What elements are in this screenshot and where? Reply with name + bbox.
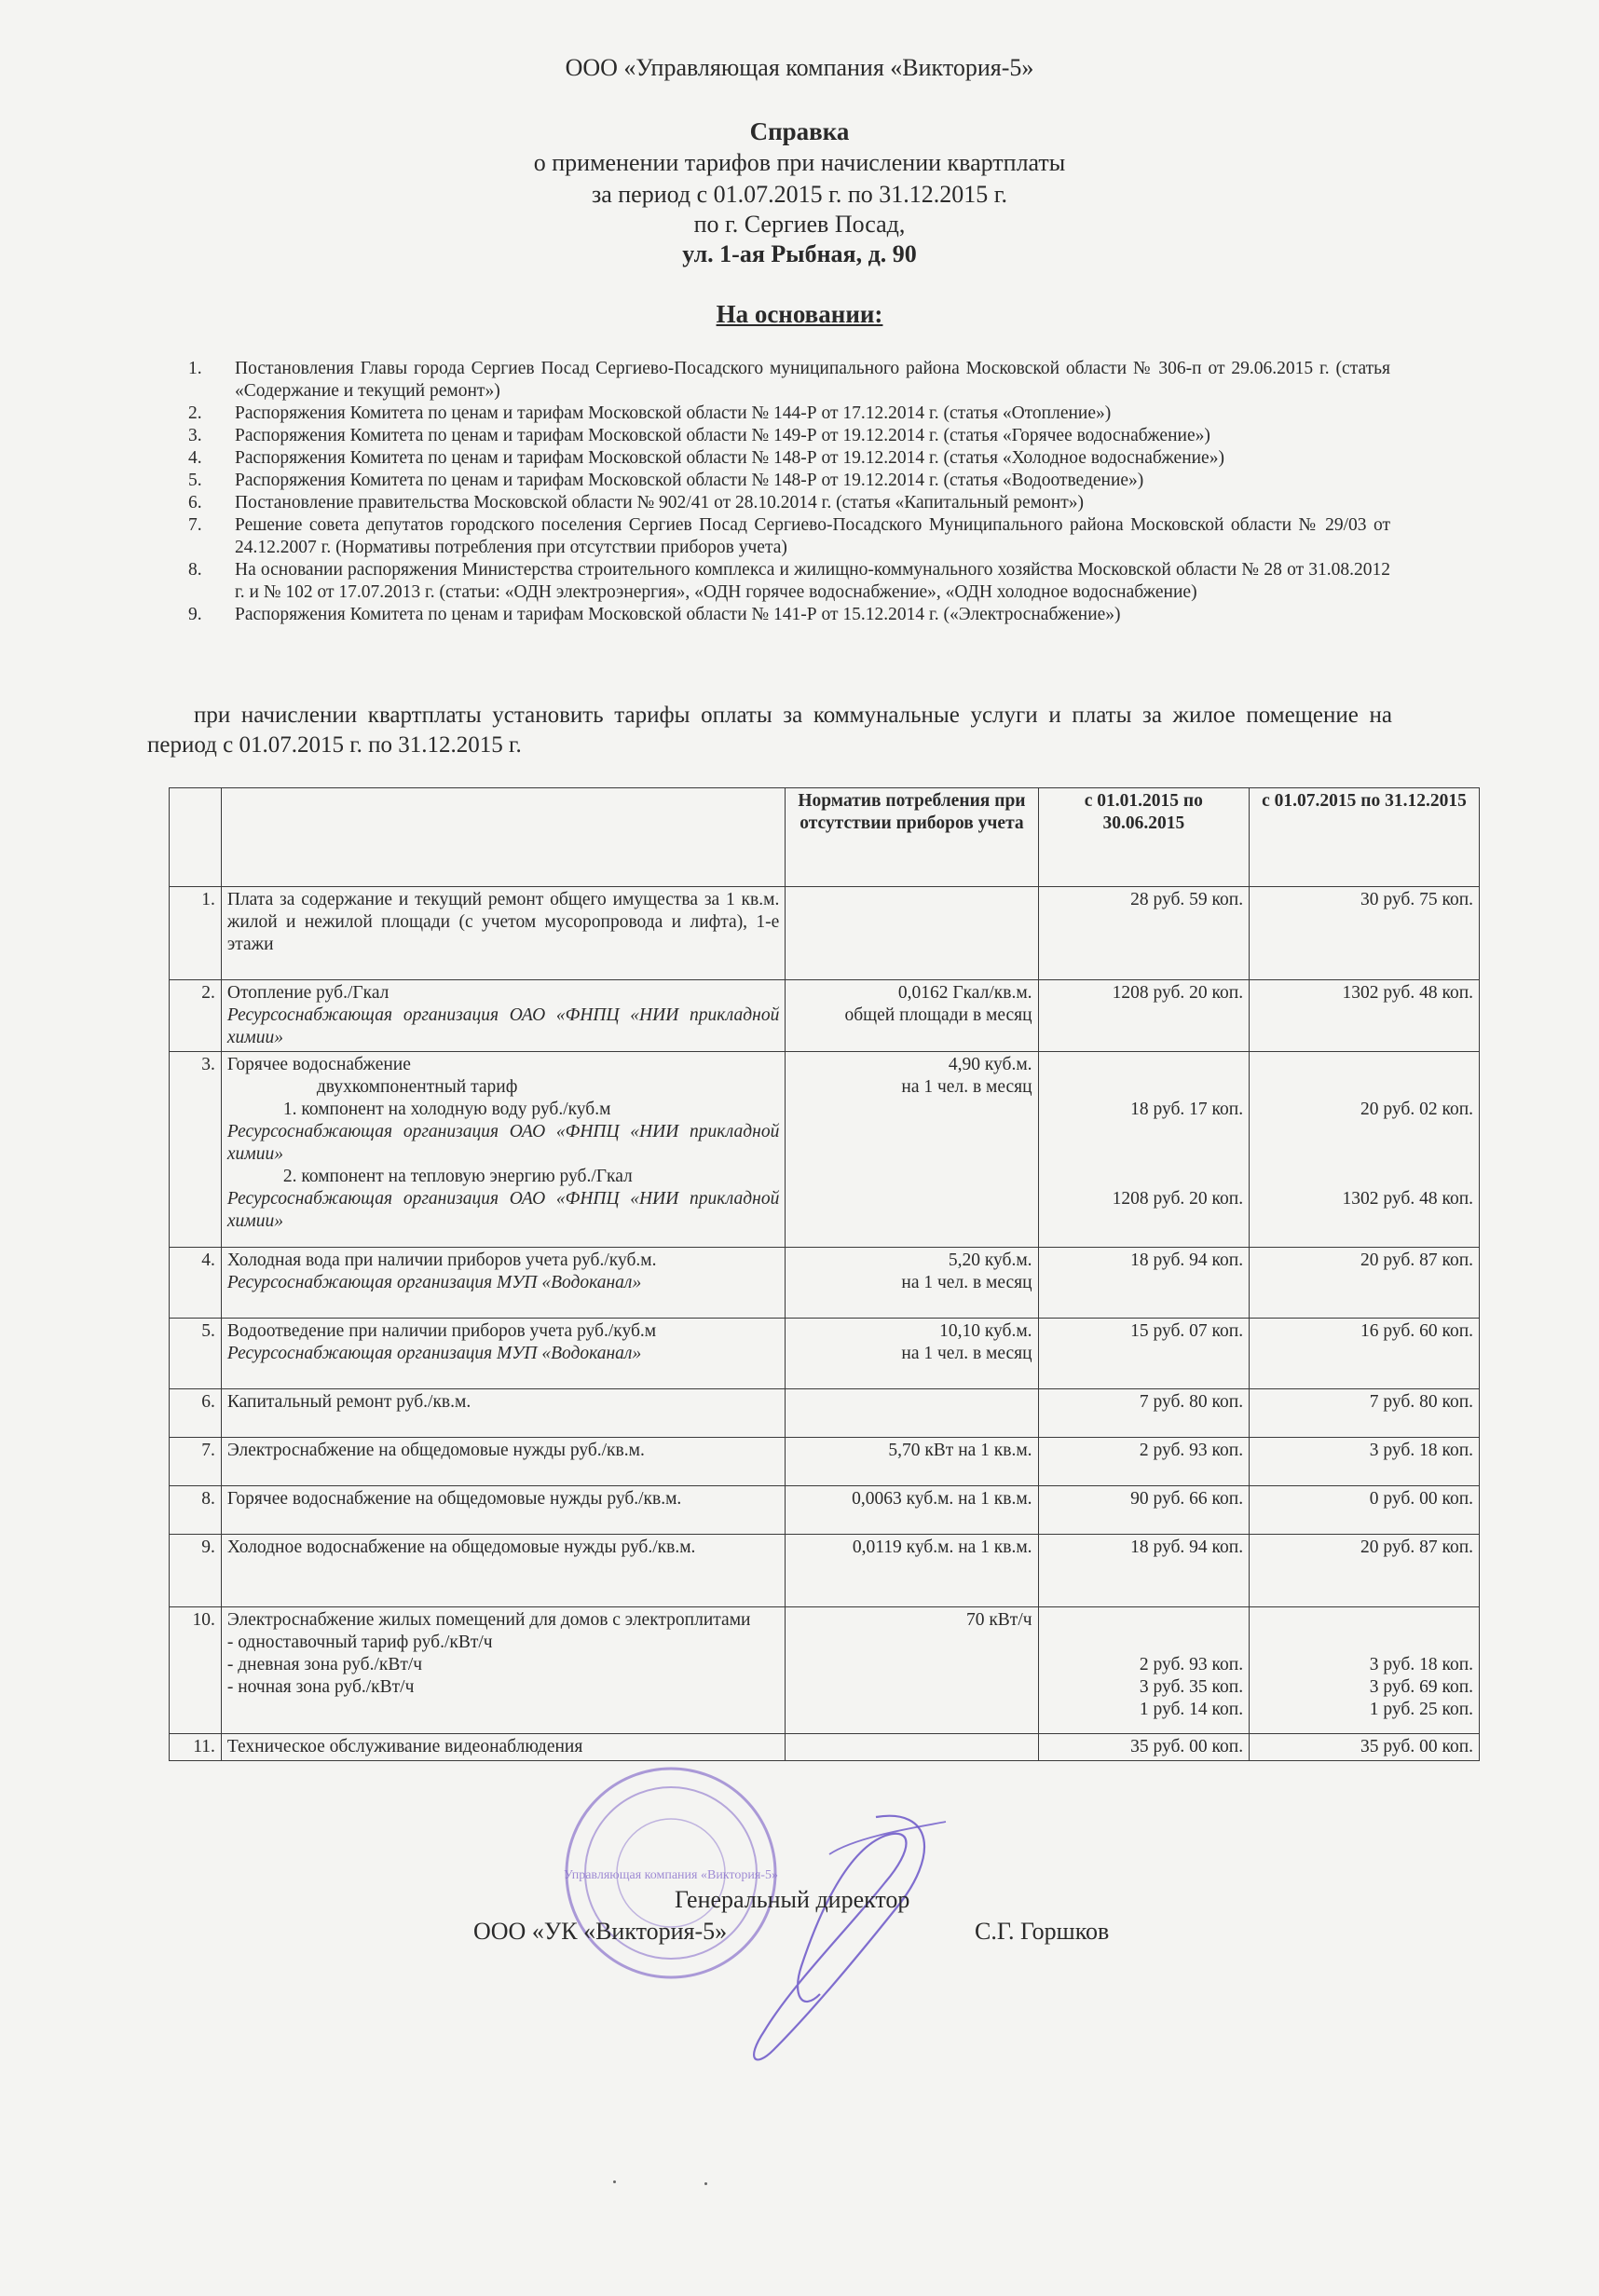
document-title: Справка	[749, 117, 850, 145]
signer-organization: ООО «УК «Виктория-5»	[473, 1918, 728, 1945]
row-norm-cell	[786, 980, 1038, 1052]
row-norm: 0,0162 Гкал/кв.м.	[897, 983, 1032, 1003]
row-period2: 3 руб. 18 коп.	[1369, 1655, 1473, 1674]
row-norm: 10,10 куб.м.	[939, 1321, 1032, 1341]
basis-num: 5.	[188, 471, 202, 490]
handwritten-signature	[736, 1798, 950, 2078]
row-norm-unit: общей площади в месяц	[844, 1005, 1032, 1025]
row-period2: 20 руб. 02 коп.	[1360, 1100, 1473, 1119]
header-period2-cell: с 01.07.2015 по 31.12.2015	[1250, 788, 1480, 887]
row-name-cell	[221, 980, 785, 1052]
basis-num: 8.	[188, 560, 202, 580]
row-name: Отопление руб./Гкал	[226, 983, 390, 1003]
signer-name: С.Г. Горшков	[975, 1918, 1110, 1945]
row-norm: 0,0063 куб.м. на 1 кв.м.	[786, 1486, 1038, 1535]
basis-item	[183, 492, 1390, 514]
row-supplier: Ресурсоснабжающая организация ОАО «ФНПЦ «НИИ прикладной химии»	[226, 1189, 780, 1231]
row-norm: 0,0119 куб.м. на 1 кв.м.	[786, 1535, 1038, 1607]
row-period1-cell	[1038, 1052, 1250, 1248]
row-period2: 3 руб. 18 коп.	[1250, 1438, 1480, 1486]
row-period1: 2 руб. 93 коп.	[1038, 1438, 1250, 1486]
basis-list	[183, 358, 1390, 626]
row-period2: 1302 руб. 48 коп.	[1342, 1189, 1473, 1209]
row-subtitle: двухкомпонентный тариф	[316, 1077, 518, 1097]
table-row	[170, 1734, 1480, 1761]
row-name: Капитальный ремонт руб./кв.м.	[221, 1389, 785, 1438]
basis-heading: На основании:	[716, 300, 883, 328]
row-num: 10.	[170, 1607, 222, 1734]
row-period1: 1208 руб. 20 коп.	[1038, 980, 1250, 1052]
basis-item	[183, 470, 1390, 492]
row-num: 1.	[170, 887, 222, 980]
row-num: 2.	[170, 980, 222, 1052]
row-name: Водоотведение при наличии приборов учета руб./куб.м	[226, 1321, 657, 1341]
row-name: Техническое обслуживание видеонаблюдения	[221, 1734, 785, 1761]
basis-num: 7.	[188, 515, 202, 535]
basis-num: 9.	[188, 605, 202, 624]
row-period1: 7 руб. 80 коп.	[1038, 1389, 1250, 1438]
row-period2: 20 руб. 87 коп.	[1250, 1535, 1480, 1607]
row-period2: 1302 руб. 48 коп.	[1250, 980, 1480, 1052]
row-name: Электроснабжение на общедомовые нужды руб./кв.м.	[221, 1438, 785, 1486]
row-period1: 1208 руб. 20 коп.	[1112, 1189, 1244, 1209]
basis-item	[183, 559, 1390, 604]
basis-text: Постановления Главы города Сергиев Посад Сергиево-Посадского муниципального района Московской области № 306-п от 29.06.2015 г. (статья «Содержание и текущий ремонт»)	[235, 359, 1390, 401]
table-row	[170, 1438, 1480, 1486]
table-row	[170, 1486, 1480, 1535]
table-row	[170, 1052, 1480, 1248]
row-supplier: Ресурсоснабжающая организация МУП «Водоканал»	[226, 1344, 642, 1363]
row-supplier: Ресурсоснабжающая организация ОАО «ФНПЦ «НИИ прикладной химии»	[226, 1122, 780, 1164]
header-name-cell	[221, 788, 785, 887]
basis-text: Решение совета депутатов городского поселения Сергиев Посад Сергиево-Посадского Муниципального района Московской области № 29/03 от 24.12.2007 г. (Нормативы потребления при отсутствии приборов учета)	[235, 515, 1390, 557]
row-norm	[786, 1734, 1038, 1761]
document-subtitle: о применении тарифов при начислении квартплаты	[533, 149, 1066, 176]
basis-num: 4.	[188, 448, 202, 468]
row-num: 5.	[170, 1319, 222, 1389]
basis-text: Постановление правительства Московской области № 902/41 от 28.10.2014 г. (статья «Капитальный ремонт»)	[235, 493, 1085, 512]
row-name-cell	[221, 1319, 785, 1389]
row-period1: 15 руб. 07 коп.	[1038, 1319, 1250, 1389]
row-norm: 5,70 кВт на 1 кв.м.	[786, 1438, 1038, 1486]
row-name: Электроснабжение жилых помещений для домов с электроплитами	[226, 1610, 751, 1630]
basis-item	[183, 425, 1390, 447]
row-period1: 90 руб. 66 коп.	[1038, 1486, 1250, 1535]
intro-paragraph: при начислении квартплаты установить тарифы оплаты за коммунальные услуги и платы за жилое помещение на период с 01.07.2015 г. по 31.12.2015 г.	[147, 703, 1392, 758]
row-tariff-line: - дневная зона руб./кВт/ч	[226, 1655, 423, 1674]
row-num: 11.	[170, 1734, 222, 1761]
row-period2: 0 руб. 00 коп.	[1250, 1486, 1480, 1535]
row-num: 3.	[170, 1052, 222, 1248]
row-norm-unit: на 1 чел. в месяц	[901, 1273, 1032, 1292]
signer-position: Генеральный директор	[675, 1886, 910, 1913]
header-norm-cell: Норматив потребления при отсутствии приборов учета	[786, 788, 1038, 887]
basis-num: 1.	[188, 359, 202, 378]
row-component: 2. компонент на тепловую энергию руб./Гкал	[282, 1167, 633, 1186]
basis-item	[183, 358, 1390, 403]
document-city: по г. Сергиев Посад,	[693, 211, 906, 238]
row-period1: 1 руб. 14 коп.	[1139, 1700, 1244, 1719]
row-name-cell	[221, 1052, 785, 1248]
row-period1: 18 руб. 94 коп.	[1038, 1248, 1250, 1319]
row-name: Холодное водоснабжение на общедомовые нужды руб./кв.м.	[221, 1535, 785, 1607]
document-period: за период с 01.07.2015 г. по 31.12.2015 г.	[591, 181, 1008, 208]
basis-text: Распоряжения Комитета по ценам и тарифам Московской области № 148-Р от 19.12.2014 г. (статья «Водоотведение»)	[235, 471, 1144, 490]
table-row	[170, 1248, 1480, 1319]
row-period2: 1 руб. 25 коп.	[1369, 1700, 1473, 1719]
row-num: 6.	[170, 1389, 222, 1438]
row-period1: 18 руб. 17 коп.	[1130, 1100, 1244, 1119]
tariffs-table	[169, 787, 1480, 1761]
row-tariff-line: - ночная зона руб./кВт/ч	[226, 1677, 415, 1697]
row-norm-cell	[786, 1319, 1038, 1389]
row-period2: 30 руб. 75 коп.	[1250, 887, 1480, 980]
row-period2: 20 руб. 87 коп.	[1250, 1248, 1480, 1319]
row-norm	[786, 1389, 1038, 1438]
header-period1-cell: с 01.01.2015 по 30.06.2015	[1038, 788, 1250, 887]
table-row	[170, 1389, 1480, 1438]
row-num: 9.	[170, 1535, 222, 1607]
document-address: ул. 1-ая Рыбная, д. 90	[682, 240, 917, 267]
row-norm: 70 кВт/ч	[786, 1607, 1038, 1734]
basis-num: 3.	[188, 426, 202, 445]
row-name: Плата за содержание и текущий ремонт общего имущества за 1 кв.м. жилой и нежилой площади (с учетом мусоропровода и лифта), 1-е этажи	[221, 887, 785, 980]
row-period1: 35 руб. 00 коп.	[1038, 1734, 1250, 1761]
row-name-cell	[221, 1248, 785, 1319]
basis-item	[183, 514, 1390, 559]
row-name: Горячее водоснабжение на общедомовые нужды руб./кв.м.	[221, 1486, 785, 1535]
row-period2-cell	[1250, 1607, 1480, 1734]
row-period1: 2 руб. 93 коп.	[1139, 1655, 1244, 1674]
table-header-row	[170, 788, 1480, 887]
basis-text: Распоряжения Комитета по ценам и тарифам Московской области № 149-Р от 19.12.2014 г. (статья «Горячее водоснабжение»)	[235, 426, 1210, 445]
row-supplier: Ресурсоснабжающая организация ОАО «ФНПЦ «НИИ прикладной химии»	[226, 1005, 780, 1047]
stamp-text: Управляющая компания «Виктория-5»	[564, 1868, 778, 1882]
basis-text: На основании распоряжения Министерства строительного комплекса и жилищно-коммунального хозяйства Московской области № 28 от 31.08.2012 г. и № 102 от 17.07.2013 г. (статьи: «ОДН электроэнергия», «ОДН горячее водоснабжение», «ОДН холодное водоснабжение)	[235, 560, 1390, 602]
row-norm: 5,20 куб.м.	[948, 1250, 1032, 1270]
row-name: Горячее водоснабжение	[226, 1055, 411, 1074]
table-row	[170, 1319, 1480, 1389]
row-name-cell	[221, 1607, 785, 1734]
table-row	[170, 887, 1480, 980]
row-period2: 7 руб. 80 коп.	[1250, 1389, 1480, 1438]
header-num-cell	[170, 788, 222, 887]
row-norm-cell	[786, 1248, 1038, 1319]
row-tariff-line: - одноставочный тариф руб./кВт/ч	[226, 1633, 493, 1652]
scan-speck	[704, 2182, 707, 2185]
basis-item	[183, 403, 1390, 425]
row-supplier: Ресурсоснабжающая организация МУП «Водоканал»	[226, 1273, 642, 1292]
row-period1-cell	[1038, 1607, 1250, 1734]
row-norm-cell	[786, 1052, 1038, 1248]
basis-item	[183, 447, 1390, 470]
row-num: 7.	[170, 1438, 222, 1486]
row-period1: 28 руб. 59 коп.	[1038, 887, 1250, 980]
organization-name: ООО «Управляющая компания «Виктория-5»	[565, 54, 1034, 81]
row-period2: 3 руб. 69 коп.	[1369, 1677, 1473, 1697]
row-period1: 18 руб. 94 коп.	[1038, 1535, 1250, 1607]
row-num: 8.	[170, 1486, 222, 1535]
row-period2: 35 руб. 00 коп.	[1250, 1734, 1480, 1761]
row-num: 4.	[170, 1248, 222, 1319]
row-norm-unit: на 1 чел. в месяц	[901, 1077, 1032, 1097]
basis-item	[183, 604, 1390, 626]
table-row	[170, 1607, 1480, 1734]
basis-text: Распоряжения Комитета по ценам и тарифам Московской области № 148-Р от 19.12.2014 г. (статья «Холодное водоснабжение»)	[235, 448, 1224, 468]
row-norm	[786, 887, 1038, 980]
row-period1: 3 руб. 35 коп.	[1139, 1677, 1244, 1697]
basis-text: Распоряжения Комитета по ценам и тарифам Московской области № 144-Р от 17.12.2014 г. (статья «Отопление»)	[235, 403, 1112, 423]
table-row	[170, 980, 1480, 1052]
basis-num: 2.	[188, 403, 202, 423]
row-name: Холодная вода при наличии приборов учета руб./куб.м.	[226, 1250, 657, 1270]
row-norm-unit: на 1 чел. в месяц	[901, 1344, 1032, 1363]
row-norm: 4,90 куб.м.	[948, 1055, 1032, 1074]
basis-text: Распоряжения Комитета по ценам и тарифам Московской области № 141-Р от 15.12.2014 г. («Электроснабжение»)	[235, 605, 1121, 624]
row-period2-cell	[1250, 1052, 1480, 1248]
scan-speck	[613, 2180, 616, 2183]
basis-num: 6.	[188, 493, 202, 512]
table-row	[170, 1535, 1480, 1607]
row-period2: 16 руб. 60 коп.	[1250, 1319, 1480, 1389]
row-component: 1. компонент на холодную воду руб./куб.м	[282, 1100, 611, 1119]
